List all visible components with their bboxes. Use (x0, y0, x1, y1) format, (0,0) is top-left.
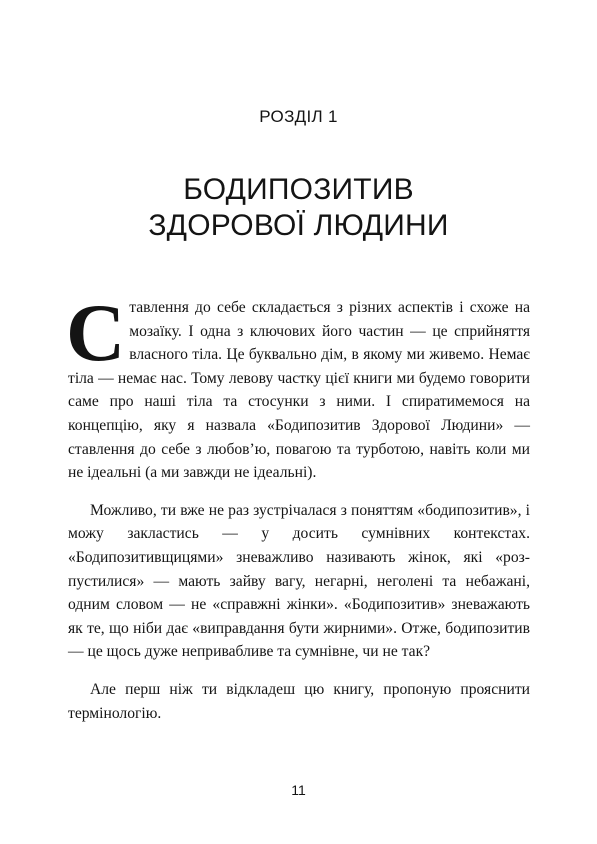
paragraph-3: Але перш ніж ти відкладеш цю книгу, пропоную прояснити термінологію. (68, 680, 530, 722)
chapter-title-line-1: БОДИПОЗИТИВ (183, 173, 414, 206)
paragraph-1-text: тавлення до себе складається з різних аспектів і схоже на мозаїку. І одна з ключових його частин — це сприйняття власного тіла. Це буквально дім, в якому ми живемо. Немає тіла — немає нас. Тому левову частку цієї книги ми будемо говорити саме про наші тіла та стосунки з ними. І спиратимемося на концепцію, яку я назвала «Бодипозитив Здорової Людини» — ставлення до себе з любов’ю, повагою та турботою, навіть коли ми не ідеальні (а ми завжди не ідеальні). (68, 299, 530, 482)
paragraph-1 (66, 287, 530, 485)
drop-cap: С (66, 287, 126, 378)
page-number: 11 (291, 782, 306, 798)
body-text (66, 287, 530, 739)
chapter-label: РОЗДІЛ 1 (259, 107, 338, 126)
chapter-title (0, 172, 597, 244)
chapter-title-line-2: ЗДОРОВОЇ ЛЮДИНИ (148, 209, 449, 242)
paragraph-2: Можливо, ти вже не раз зустрічалася з поняттям «бодипозитив», і можу закластись — у досить сумнівних контекстах. «Бодипозитивщицями» зневажливо називають жінок, які «розпустилися» — мають зайву вагу, негарні, неголені та небажані, одним словом — не «справжні жінки». «Бодипозитив» зневажають як те, що ніби дає «виправдання бути жирними». Отже, бодипозитив — це щось дуже непривабливе та сумнівне, чи не так? (68, 501, 530, 661)
